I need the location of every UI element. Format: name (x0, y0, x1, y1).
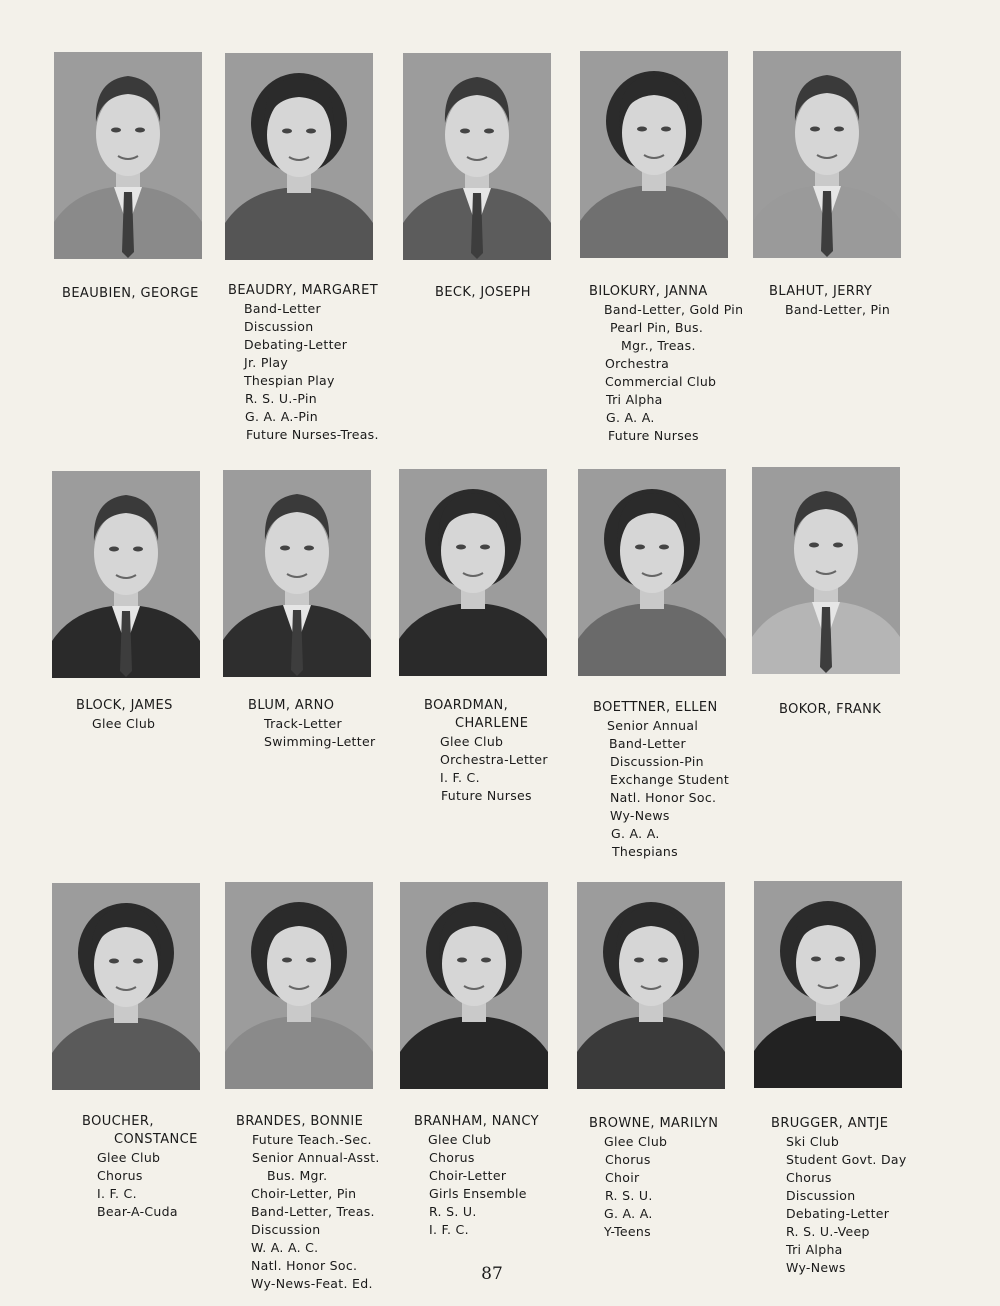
student-activity: Y-Teens (604, 1224, 651, 1239)
student-portrait (225, 882, 373, 1089)
student-activity: Glee Club (92, 716, 156, 731)
student-name: BOARDMAN, (424, 698, 509, 713)
student-activity: Track-Letter (264, 716, 342, 731)
student-caption (228, 282, 418, 444)
student-activity: Pearl Pin, Bus. (610, 320, 704, 335)
student-name-continued: CHARLENE (455, 716, 529, 731)
student-caption (589, 283, 779, 445)
student-name: BEAUDRY, MARGARET (228, 283, 379, 298)
student-activity: Glee Club (440, 734, 504, 749)
student-name: BEAUBIEN, GEORGE (62, 286, 199, 301)
student-caption (62, 285, 252, 303)
student-activity: Bus. Mgr. (267, 1168, 328, 1183)
student-caption (589, 1115, 779, 1241)
student-activity: Natl. Honor Soc. (610, 790, 717, 805)
student-activity: Swimming-Letter (264, 734, 376, 749)
student-portrait (223, 470, 371, 677)
student-activity: Choir (605, 1170, 640, 1185)
student-portrait (578, 469, 726, 676)
student-activity: Band-Letter, Treas. (251, 1204, 375, 1219)
student-activity: R. S. U.-Pin (245, 391, 317, 406)
student-name: BLAHUT, JERRY (769, 284, 873, 299)
student-activity: Commercial Club (605, 374, 717, 389)
student-portrait (52, 883, 200, 1090)
student-name: BILOKURY, JANNA (589, 284, 708, 299)
student-caption (779, 701, 969, 719)
portrait-figure (54, 52, 202, 259)
student-activity: Chorus (786, 1170, 832, 1185)
student-activity: Orchestra-Letter (440, 752, 548, 767)
student-activity: Discussion (786, 1188, 856, 1203)
student-activity: Choir-Letter (429, 1168, 507, 1183)
student-activity: Student Govt. Day (786, 1152, 907, 1167)
student-activity: Band-Letter (609, 736, 686, 751)
student-caption (593, 699, 783, 861)
student-activity: Wy-News (610, 808, 670, 823)
student-name: BOETTNER, ELLEN (593, 700, 718, 715)
student-portrait (52, 471, 200, 678)
student-portrait (752, 467, 900, 674)
page-number: 87 (481, 1264, 503, 1284)
portrait-figure (225, 882, 373, 1089)
student-portrait (577, 882, 725, 1089)
student-activity: Orchestra (605, 356, 670, 371)
student-name: BRANHAM, NANCY (414, 1114, 539, 1129)
student-caption (771, 1115, 961, 1277)
student-name: BECK, JOSEPH (435, 285, 531, 300)
student-activity: I. F. C. (440, 770, 480, 785)
portrait-figure (754, 881, 902, 1088)
student-portrait (399, 469, 547, 676)
student-activity: Natl. Honor Soc. (251, 1258, 358, 1273)
student-activity: G. A. A. (606, 410, 655, 425)
student-caption (236, 1113, 426, 1293)
student-caption (248, 697, 438, 751)
student-activity: Discussion (244, 319, 314, 334)
student-activity: Debating-Letter (244, 337, 348, 352)
student-activity: Future Nurses (441, 788, 532, 803)
student-name: BRUGGER, ANTJE (771, 1116, 889, 1131)
student-activity: R. S. U.-Veep (786, 1224, 870, 1239)
portrait-figure (223, 470, 371, 677)
student-activity: Tri Alpha (786, 1242, 843, 1257)
student-name: BROWNE, MARILYN (589, 1116, 719, 1131)
student-activity: Glee Club (97, 1150, 161, 1165)
student-activity: Senior Annual-Asst. (252, 1150, 380, 1165)
portrait-figure (403, 53, 551, 260)
student-activity: Ski Club (786, 1134, 840, 1149)
portrait-figure (399, 469, 547, 676)
student-activity: G. A. A. (604, 1206, 653, 1221)
student-activity: Band-Letter, Pin (785, 302, 891, 317)
student-activity: I. F. C. (97, 1186, 137, 1201)
portrait-figure (52, 471, 200, 678)
student-activity: I. F. C. (429, 1222, 469, 1237)
student-activity: G. A. A. (611, 826, 660, 841)
student-name-continued: CONSTANCE (114, 1132, 198, 1147)
student-activity: Future Teach.-Sec. (252, 1132, 372, 1147)
student-activity: Jr. Play (244, 355, 289, 370)
student-portrait (225, 53, 373, 260)
student-name: BOKOR, FRANK (779, 702, 882, 717)
student-activity: R. S. U. (605, 1188, 653, 1203)
portrait-figure (752, 467, 900, 674)
portrait-figure (52, 883, 200, 1090)
student-caption (424, 697, 614, 805)
portrait-figure (753, 51, 901, 258)
student-activity: Tri Alpha (606, 392, 663, 407)
student-activity: Debating-Letter (786, 1206, 890, 1221)
student-activity: Glee Club (604, 1134, 668, 1149)
portrait-figure (400, 882, 548, 1089)
student-caption (769, 283, 959, 319)
student-activity: Bear-A-Cuda (97, 1204, 178, 1219)
student-activity: Senior Annual (607, 718, 699, 733)
student-activity: Thespians (612, 844, 678, 859)
student-activity: Choir-Letter, Pin (251, 1186, 357, 1201)
student-name: BOUCHER, (82, 1114, 154, 1129)
student-activity: G. A. A.-Pin (245, 409, 318, 424)
student-caption (76, 697, 266, 733)
student-activity: Mgr., Treas. (621, 338, 696, 353)
student-activity: Glee Club (428, 1132, 492, 1147)
student-activity: Exchange Student (610, 772, 730, 787)
student-portrait (403, 53, 551, 260)
student-activity: Wy-News (786, 1260, 846, 1275)
student-activity: Discussion (251, 1222, 321, 1237)
student-activity: R. S. U. (429, 1204, 477, 1219)
student-activity: Wy-News-Feat. Ed. (251, 1276, 373, 1291)
student-portrait (753, 51, 901, 258)
student-activity: Girls Ensemble (429, 1186, 527, 1201)
student-portrait (754, 881, 902, 1088)
student-activity: W. A. A. C. (251, 1240, 319, 1255)
student-portrait (54, 52, 202, 259)
student-activity: Future Nurses (608, 428, 699, 443)
portrait-figure (578, 469, 726, 676)
student-activity: Discussion-Pin (610, 754, 704, 769)
student-name: BRANDES, BONNIE (236, 1114, 364, 1129)
student-portrait (580, 51, 728, 258)
student-activity: Future Nurses-Treas. (246, 427, 379, 442)
student-name: BLUM, ARNO (248, 698, 335, 713)
student-activity: Thespian Play (244, 373, 335, 388)
portrait-figure (577, 882, 725, 1089)
student-name: BLOCK, JAMES (76, 698, 173, 713)
portrait-figure (225, 53, 373, 260)
student-caption (414, 1113, 604, 1239)
student-activity: Chorus (605, 1152, 651, 1167)
student-activity: Chorus (97, 1168, 143, 1183)
student-activity: Chorus (429, 1150, 475, 1165)
student-activity: Band-Letter, Gold Pin (604, 302, 744, 317)
student-activity: Band-Letter (244, 301, 321, 316)
student-portrait (400, 882, 548, 1089)
portrait-figure (580, 51, 728, 258)
